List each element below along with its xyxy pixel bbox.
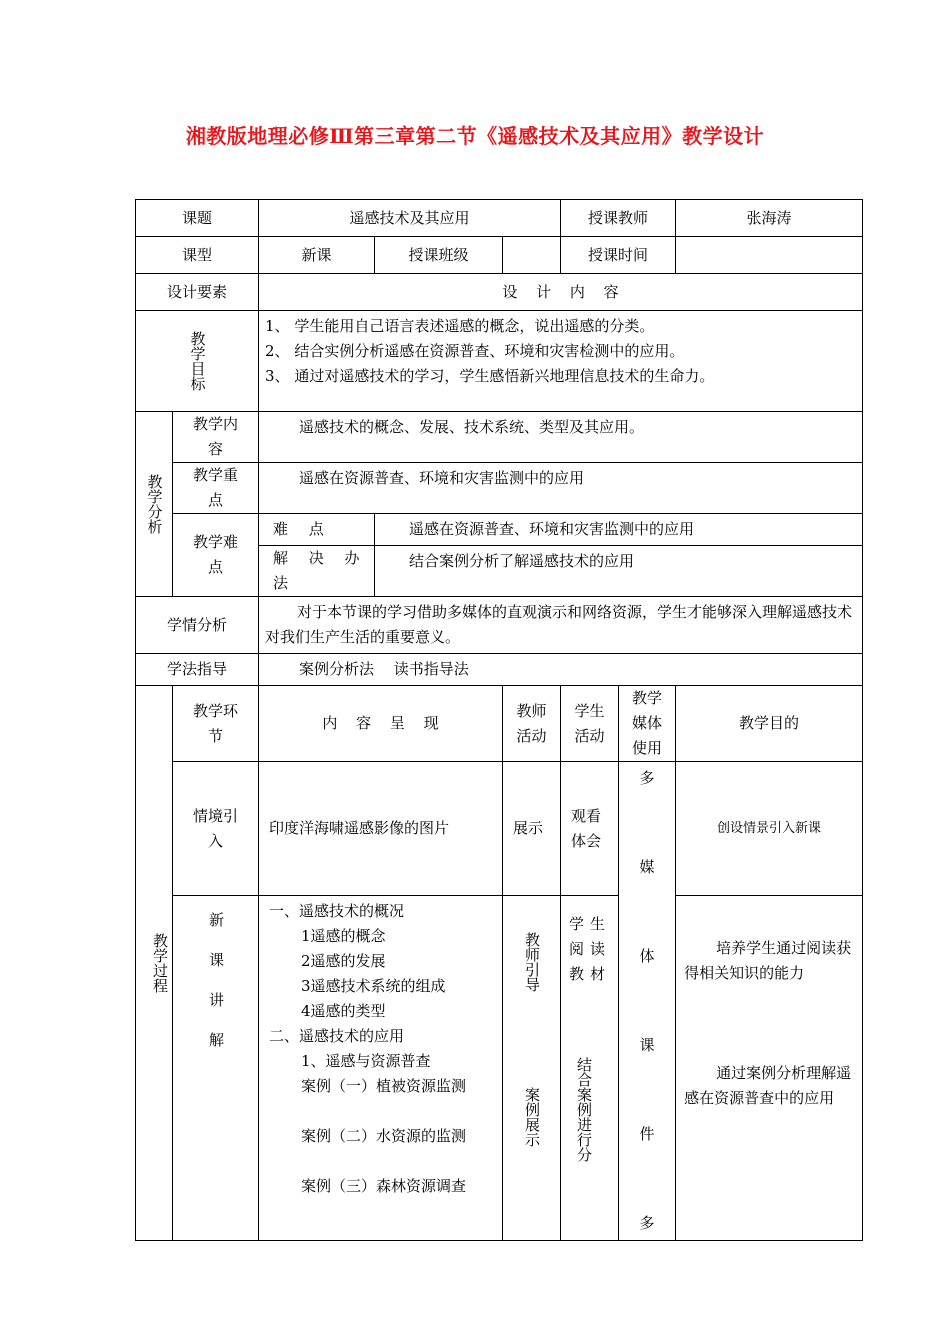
lesson-line: 案例（二）水资源的监测 bbox=[301, 1127, 467, 1145]
col-content: 内 容 呈 现 bbox=[259, 686, 503, 762]
objective-item: 1、 学生能用自己语言表述遥感的概念，说出遥感的分类。 bbox=[265, 317, 655, 335]
lesson-line: 3遥感技术系统的组成 bbox=[301, 977, 446, 995]
col-teacher: 教师活动 bbox=[503, 686, 561, 762]
analysis-label: 教学分析 bbox=[136, 412, 173, 597]
lesson-line: 一、遥感技术的概况 bbox=[269, 902, 405, 920]
design-label: 设计要素 bbox=[136, 274, 259, 311]
teacher-activity-a: 教师引导 bbox=[523, 932, 542, 992]
difficulty-label: 教学难点 bbox=[173, 514, 259, 597]
media-char: 多 bbox=[639, 1214, 655, 1232]
col-media: 教学媒体使用 bbox=[619, 686, 676, 762]
student-activity-a: 学生阅读教材 bbox=[569, 915, 612, 983]
media-char: 媒 bbox=[639, 858, 655, 876]
design-content-label: 设 计 内 容 bbox=[259, 274, 863, 311]
media-char: 体 bbox=[639, 947, 655, 965]
teacher-value: 张海涛 bbox=[676, 200, 863, 237]
intro-stage: 情境引入 bbox=[173, 762, 259, 896]
lesson-stage-text: 新课讲解 bbox=[207, 912, 225, 1072]
topic-label: 课题 bbox=[136, 200, 259, 237]
lesson-purpose bbox=[676, 896, 863, 1241]
solution-value: 结合案例分析了解遥感技术的应用 bbox=[375, 546, 863, 597]
purpose-a: 培养学生通过阅读获得相关知识的能力 bbox=[684, 939, 852, 982]
lesson-line: 案例（一）植被资源监测 bbox=[301, 1077, 467, 1095]
media-char: 件 bbox=[639, 1125, 655, 1143]
media-char: 课 bbox=[639, 1036, 655, 1054]
media-char: 多 bbox=[639, 769, 655, 787]
method-label: 学法指导 bbox=[136, 654, 259, 686]
difficulty-key-value: 遥感在资源普查、环境和灾害监测中的应用 bbox=[375, 514, 863, 546]
objective-item: 3、 通过对遥感技术的学习，学生感悟新兴地理信息技术的生命力。 bbox=[265, 367, 715, 385]
objective-item: 2、 结合实例分析遥感在资源普查、环境和灾害检测中的应用。 bbox=[265, 342, 685, 360]
lesson-plan-table bbox=[135, 199, 863, 1241]
solution-label: 解 决 办 法 bbox=[259, 546, 375, 597]
type-label: 课型 bbox=[136, 237, 259, 274]
topic-value: 遥感技术及其应用 bbox=[259, 200, 561, 237]
objectives-label: 教学目标 bbox=[136, 311, 259, 412]
intro-purpose: 创设情景引入新课 bbox=[676, 762, 863, 896]
learner-label: 学情分析 bbox=[136, 597, 259, 654]
teacher-label: 授课教师 bbox=[561, 200, 676, 237]
class-label: 授课班级 bbox=[375, 237, 503, 274]
method-value: 案例分析法 读书指导法 bbox=[259, 654, 863, 686]
intro-teacher: 展示 bbox=[503, 762, 561, 896]
lesson-line: 2遥感的发展 bbox=[301, 952, 386, 970]
lesson-line: 1、遥感与资源普查 bbox=[301, 1052, 431, 1070]
lesson-content bbox=[259, 896, 503, 1241]
intro-student: 观看体会 bbox=[561, 762, 619, 896]
objectives-list bbox=[259, 311, 863, 412]
class-value bbox=[503, 237, 561, 274]
type-value: 新课 bbox=[259, 237, 375, 274]
student-activity-b: 结合案例进行分 bbox=[575, 1057, 594, 1162]
lesson-teacher bbox=[503, 896, 561, 1241]
lesson-stage bbox=[173, 896, 259, 1241]
lesson-line: 1遥感的概念 bbox=[301, 927, 386, 945]
page-title: 湘教版地理必修Ⅲ第三章第二节《遥感技术及其应用》教学设计 bbox=[185, 124, 765, 148]
purpose-b: 通过案例分析理解遥感在资源普查中的应用 bbox=[684, 1064, 852, 1107]
focus-label: 教学重点 bbox=[173, 463, 259, 514]
media-cell bbox=[619, 762, 676, 1241]
learner-value: 对于本节课的学习借助多媒体的直观演示和网络资源，学生才能够深入理解遥感技术对我们生产生活的重要意义。 bbox=[259, 597, 863, 654]
lesson-line: 4遥感的类型 bbox=[301, 1002, 386, 1020]
content-value: 遥感技术的概念、发展、技术系统、类型及其应用。 bbox=[259, 412, 863, 463]
col-purpose: 教学目的 bbox=[676, 686, 863, 762]
col-stage: 教学环节 bbox=[173, 686, 259, 762]
teacher-activity-b: 案例展示 bbox=[523, 1087, 542, 1147]
content-label: 教学内容 bbox=[173, 412, 259, 463]
media-vertical-text bbox=[619, 766, 675, 1236]
col-student: 学生活动 bbox=[561, 686, 619, 762]
lesson-student bbox=[561, 896, 619, 1241]
focus-value: 遥感在资源普查、环境和灾害监测中的应用 bbox=[259, 463, 863, 514]
lesson-line: 二、遥感技术的应用 bbox=[269, 1027, 405, 1045]
time-label: 授课时间 bbox=[561, 237, 676, 274]
time-value bbox=[676, 237, 863, 274]
difficulty-key-label: 难 点 bbox=[259, 514, 375, 546]
lesson-line: 案例（三）森林资源调查 bbox=[301, 1177, 467, 1195]
process-label: 教学过程 bbox=[136, 686, 173, 1241]
intro-content: 印度洋海啸遥感影像的图片 bbox=[259, 762, 503, 896]
